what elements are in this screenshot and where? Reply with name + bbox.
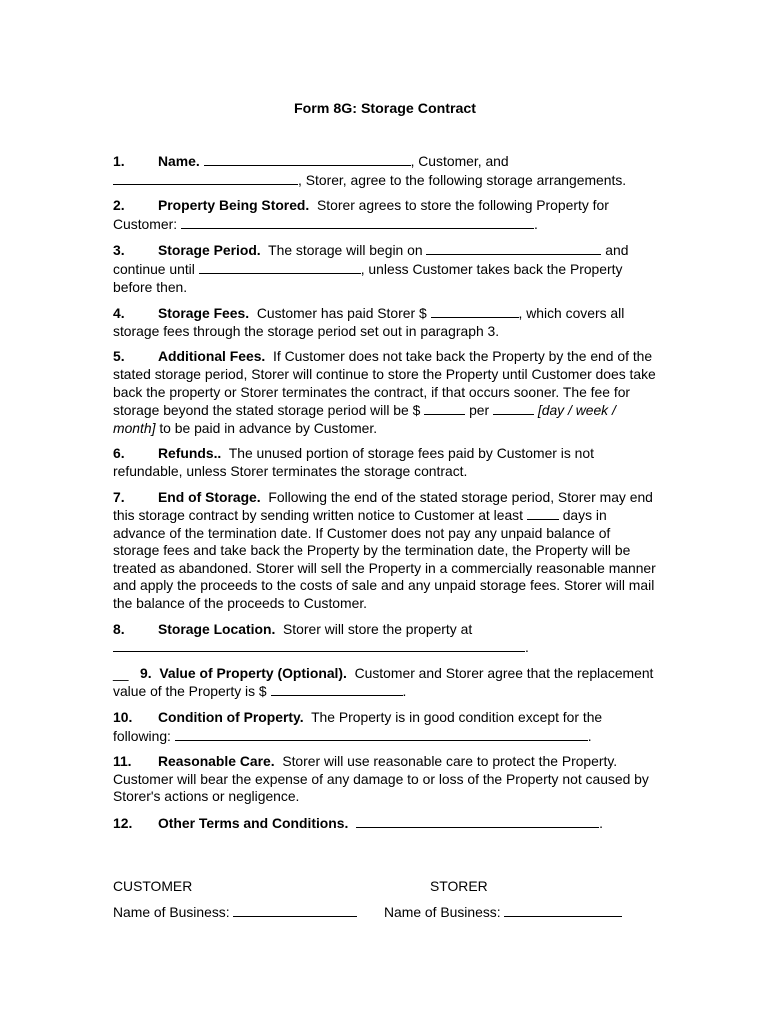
clause-number: 4. [113,305,125,322]
other-terms-field[interactable] [356,814,599,828]
additional-fee-field[interactable] [424,401,465,415]
clause-heading: Name. [158,153,200,169]
clause-text: The storage will begin on [268,242,423,259]
contract-body [113,152,659,841]
clause-number: 3. [113,242,125,259]
clause-heading: Storage Period. [158,242,261,259]
clause-text: Customer has paid Storer $ [256,305,427,322]
clause-text: If Customer does not take back the Property by the end of the stated storage period, Storer will continue to store the Property until Customer does take back the property or Storer terminates the contract, if that occurs sooner. The fee for storage beyond the stated storage period will be $ [113,348,656,419]
clause-text: to be paid in advance by Customer. [159,419,378,436]
clause-number: 5. [113,348,125,365]
clause-10 [113,709,659,745]
clause-text: , which covers all storage fees through the storage period set out in paragraph 3. [113,305,625,339]
storage-location-field[interactable] [113,638,525,652]
clause-heading: End of Storage. [158,488,261,505]
storer-label: STORER [430,878,488,894]
storer-name-field[interactable] [113,171,298,185]
fee-period-field[interactable] [493,401,534,415]
customer-name-field[interactable] [204,152,411,166]
fee-amount-field[interactable] [431,304,519,318]
clause-7 [113,489,659,613]
clause-number: 2. [113,197,125,214]
customer-business-field[interactable] [233,903,357,917]
signature-block [113,878,673,928]
page-title: Form 8G: Storage Contract [293,101,477,117]
clause-heading: Refunds.. [158,445,222,462]
clause-text: . [525,639,529,656]
clause-number: 1. [113,153,125,169]
clause-text: The unused portion of storage fees paid by Customer is not refundable, unless Storer terminates the storage contract. [113,445,594,479]
clause-4 [113,304,659,340]
clause-heading: Storage Location. [158,620,276,637]
customer-business [113,903,357,922]
clause-heading: Other Terms and Conditions. [158,815,349,831]
clause-text: Storer will use reasonable care to protect the Property. Customer will bear the expense of any damage to or loss of the Property not caused by Storer's actions or negligence. [113,753,649,805]
clause-text: Following the end of the stated storage period, Storer may end this storage contract by sending written notice to Customer at least [113,488,653,524]
clause-text: . [402,683,407,700]
clause-text: , unless Customer takes back the Property before then. [113,260,623,295]
business-name-row [113,903,673,928]
period-options: [day / week / month] [113,402,616,436]
customer-label: CUSTOMER [113,878,193,894]
clause-text: per [469,402,490,419]
clause-heading: Property Being Stored. [158,197,310,214]
end-date-field[interactable] [199,260,361,274]
clause-text: , Storer, agree to the following storage arrangements. [298,171,627,188]
clause-text: Customer and Storer agree that the replacement value of the Property is $ [113,664,654,700]
clause-number: 12. [113,815,133,831]
clause-text: . [587,727,592,744]
clause-2 [113,197,659,233]
clause-11 [113,753,659,806]
clause-number: 6. [113,445,125,462]
clause-number: 11. [113,753,132,770]
property-description-field[interactable] [181,215,534,229]
condition-field[interactable] [175,727,588,741]
clause-heading: Additional Fees. [158,348,266,365]
clause-text: The Property is in good condition except for the following: [113,709,603,744]
clause-text: . [533,215,538,232]
clause-heading: Condition of Property. [158,709,304,726]
clause-number: 7. [113,488,125,505]
clause-3 [113,241,659,296]
notice-days-field[interactable] [527,506,559,520]
clause-1 [113,152,659,189]
clause-text: , Customer, and [410,153,509,169]
clause-text: and continue until [113,242,629,277]
optional-checkbox[interactable]: __ [113,664,129,681]
clause-text: . [599,815,603,831]
clause-number: 8. [113,620,125,637]
clause-heading: Value of Property (Optional). [159,664,347,681]
storer-business-field[interactable] [504,903,622,917]
clause-6 [113,445,659,480]
clause-5 [113,348,659,437]
clause-9 [113,665,659,701]
clause-number: 9. [140,664,152,681]
clause-text: days in advance of the termination date. If Customer does not pay any unpaid balance of storage fees and take back the Property by the termination date, the Property will be treated as abandoned. Storer will sell the Property in a commercially reasonable manner and apply the proceeds to the costs of sale and any unpaid storage fees. Storer will mail the balance of the proceeds to Customer. [113,507,656,612]
storer-business [384,903,622,922]
business-label: Name of Business: [384,904,501,920]
clause-text: Storer will store the property at [283,620,473,637]
replacement-value-field[interactable] [271,682,403,696]
clause-8 [113,621,659,657]
start-date-field[interactable] [426,241,601,255]
business-label: Name of Business: [113,904,230,920]
clause-heading: Reasonable Care. [158,753,275,770]
signature-headings [113,878,673,903]
clause-number: 10. [113,709,133,726]
clause-text: Storer agrees to store the following Property for Customer: [113,197,609,232]
clause-heading: Storage Fees. [158,305,250,322]
clause-12 [113,814,659,833]
